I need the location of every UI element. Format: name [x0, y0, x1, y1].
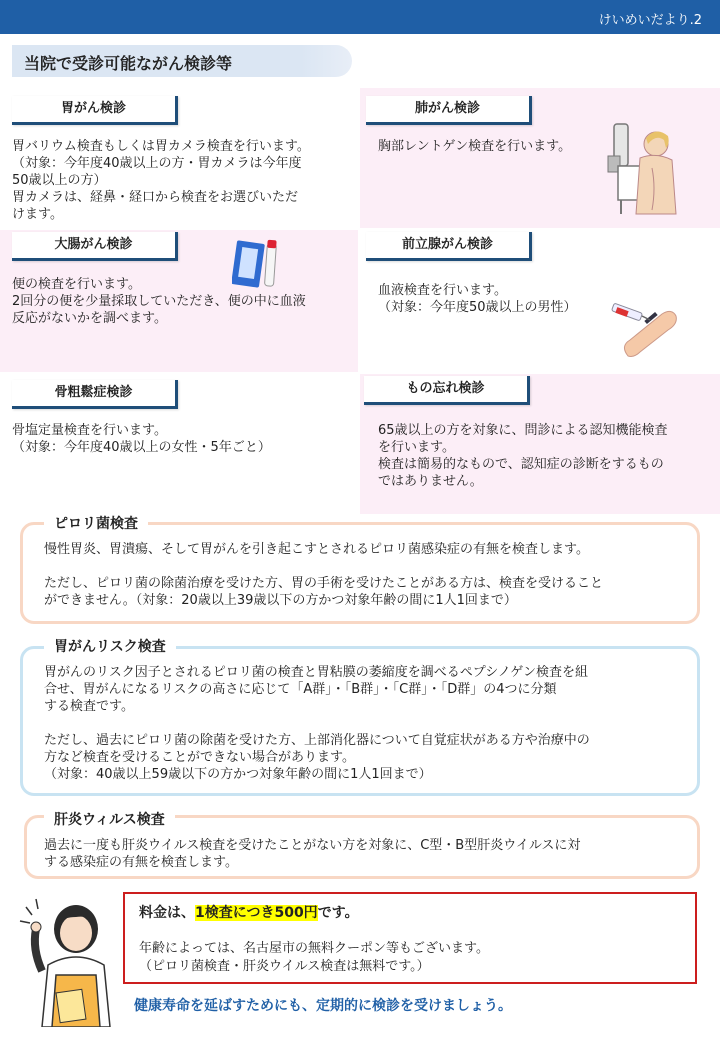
exam-colon-title: 大腸がん検診 [12, 232, 178, 261]
exam-osteoporosis [0, 374, 358, 514]
exam-stomach-title: 胃がん検診 [12, 96, 178, 125]
price-prefix: 料金は、 [139, 905, 195, 921]
blood-test-illustration [610, 300, 680, 362]
exam-prostate-title: 前立腺がん検診 [366, 232, 532, 261]
exam-lung-text: 胸部レントゲン検査を行います。 [378, 139, 572, 154]
exam-lung [360, 88, 720, 228]
nurse-illustration [18, 895, 118, 1027]
exam-prostate-text: 血液検査を行います。 （対象：今年度50歳以上の男性） [378, 283, 577, 315]
exam-colon-text: 便の検査を行います。 2回分の便を少量採取していただき、便の中に血液 反応がないかを調べます。 [12, 277, 306, 326]
exam-stomach [0, 88, 358, 228]
section-title [12, 45, 352, 77]
risk-title: 胃がんリスク検査 [44, 637, 176, 657]
exam-memory [360, 374, 720, 514]
exam-memory-text: 65歳以上の方を対象に、問診による認知機能検査 を行います。 検査は簡易的なもので、認知症の診断をするもの ではありません。 [378, 423, 668, 489]
pylori-title: ピロリ菌検査 [44, 514, 148, 534]
exam-lung-title: 肺がん検診 [366, 96, 532, 125]
stool-kit-illustration [232, 234, 282, 290]
pylori-text: 慢性胃炎、胃潰瘍、そして胃がんを引き起こすとされるピロリ菌感染症の有無を検査します。 ただし、ピロリ菌の除菌治療を受けた方、胃の手術を受けたことがある方は、検査を受けること ができません。（対象：20歳以上39歳以下の方かつ対象年齢の間に1人1回まで） [44, 542, 604, 608]
xray-illustration [596, 118, 686, 218]
exam-memory-title: もの忘れ検診 [364, 376, 530, 405]
price-line [139, 902, 359, 922]
closing-message: 健康寿命を延ばすためにも、定期的に検診を受けましょう。 [134, 998, 512, 1014]
page-label: けいめいだより.2 [598, 13, 702, 28]
price-suffix: です。 [317, 905, 359, 921]
price-note: 年齢によっては、名古屋市の無料クーポン等もございます。 （ピロリ菌検査・肝炎ウイルス検査は無料です。） [139, 941, 489, 974]
exam-osteoporosis-text: 骨塩定量検査を行います。 （対象：今年度40歳以上の女性・5年ごと） [12, 423, 271, 455]
exam-prostate [360, 230, 720, 372]
hepatitis-text: 過去に一度も肝炎ウイルス検査を受けたことがない方を対象に、C型・B型肝炎ウイルスに対 する感染症の有無を検査します。 [44, 838, 581, 870]
exam-stomach-text: 胃バリウム検査もしくは胃カメラ検査を行います。 （対象：今年度40歳以上の方・胃カメラは今年度 50歳以上の方） 胃カメラは、経鼻・経口から検査をお選びいただ けます。 [12, 139, 310, 222]
risk-text: 胃がんのリスク因子とされるピロリ菌の検査と胃粘膜の萎縮度を調べるペプシノゲン検査を組 合せ、胃がんになるリスクの高さに応じて「A群」・「B群」・「C群」・「D群」の4つに分類 する検査です。 ただし、過去にピロリ菌の除菌を受けた方、上部消化器について自覚症状がある方や治療中の 方など検査を受けることができない場合があります。 （対象：40歳以上59歳以下の方かつ対象年齢の間に1人1回まで） [44, 665, 590, 782]
price-box [123, 892, 697, 984]
header-bar [0, 0, 720, 34]
exam-osteoporosis-title: 骨粗鬆症検診 [12, 380, 178, 409]
price-highlight: 1検査につき500円 [195, 905, 318, 921]
exam-colon [0, 230, 358, 372]
section-title-text: 当院で受診可能ながん検診等 [24, 54, 233, 73]
hepatitis-title: 肝炎ウィルス検査 [44, 810, 175, 830]
